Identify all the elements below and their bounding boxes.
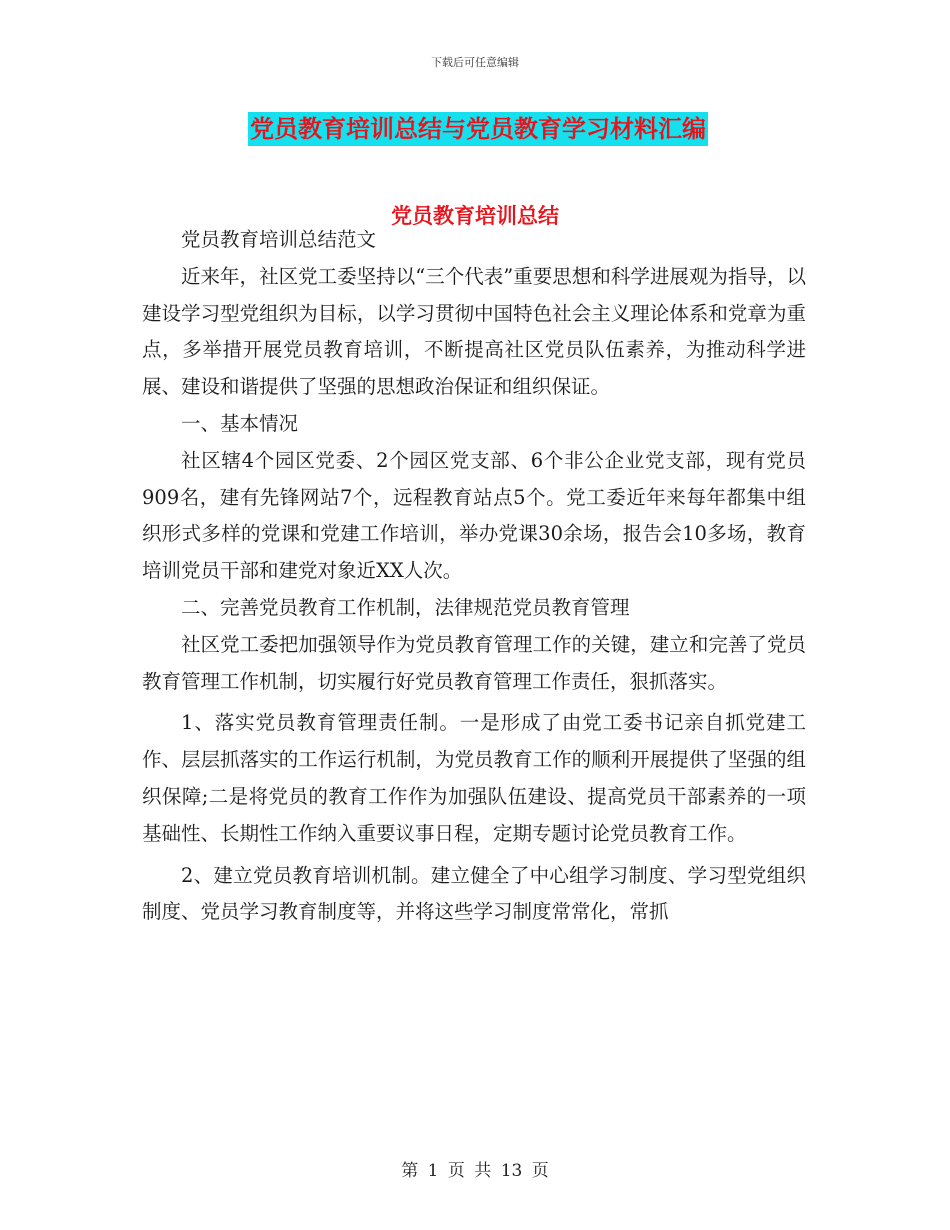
document-body	[142, 222, 806, 931]
paragraph-heading-mechanism: 二、完善党员教育工作机制，法律规范党员教育管理	[181, 595, 630, 619]
paragraph-mechanism: 社区党工委把加强领导作为党员教育管理工作的关键，建立和完善了党员教育管理工作机制，切实履行好党员教育管理工作责任，狠抓落实。	[142, 632, 806, 693]
paragraph-intro-title: 党员教育培训总结范文	[181, 228, 377, 251]
header-note: 下载后可任意编辑	[431, 56, 519, 69]
page-number: 第 1 页 共 13 页	[401, 1161, 549, 1181]
paragraph-basic-situation: 社区辖4个园区党委、2个园区党支部、6个非公企业党支部，现有党员909名，建有先锋网站7个，远程教育站点5个。党工委近年来每年都集中组织形式多样的党课和党建工作培训，举办党课30余场，报告会10多场，教育培训党员干部和建党对象近XX人次。	[142, 448, 806, 583]
paragraph-responsibility: 1、落实党员教育管理责任制。一是形成了由党工委书记亲自抓党建工作、层层抓落实的工作运行机制，为党员教育工作的顺利开展提供了坚强的组织保障;二是将党员的教育工作作为加强队伍建设、提高党员干部素养的一项基础性、长期性工作纳入重要议事日程，定期专题讨论党员教育工作。	[142, 711, 806, 845]
document-title: 党员教育培训总结与党员教育学习材料汇编	[248, 112, 708, 146]
paragraph-training: 2、建立党员教育培训机制。建立健全了中心组学习制度、学习型党组织制度、党员学习教育制度等，并将这些学习制度常常化，常抓	[142, 863, 806, 924]
paragraph-overview: 近来年，社区党工委坚持以“三个代表”重要思想和科学进展观为指导，以建设学习型党组织为目标，以学习贯彻中国特色社会主义理论体系和党章为重点，多举措开展党员教育培训，不断提高社区党员队伍素养，为推动科学进展、建设和谐提供了坚强的思想政治保证和组织保证。	[142, 264, 806, 399]
section-title: 党员教育培训总结	[391, 203, 559, 228]
paragraph-heading-basic: 一、基本情况	[181, 411, 299, 435]
